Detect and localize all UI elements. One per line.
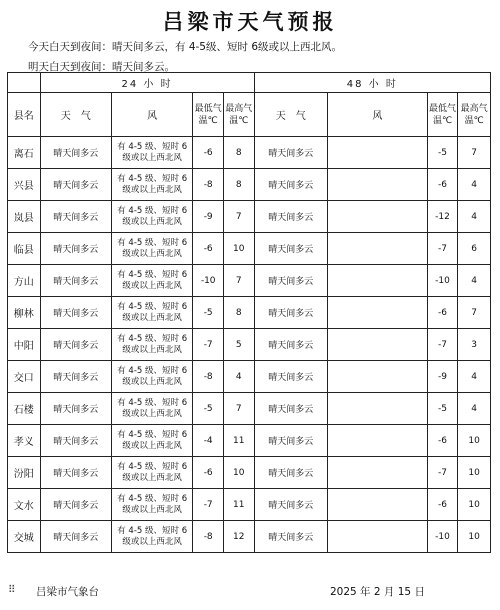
county-name: 岚县 <box>8 201 41 233</box>
min-temp-48h: -12 <box>427 201 458 233</box>
weather-48h: 晴天间多云 <box>254 265 327 297</box>
max-temp-48h: 7 <box>458 297 491 329</box>
max-temp-48h: 10 <box>458 521 491 553</box>
table-row <box>8 169 491 201</box>
weather-48h: 晴天间多云 <box>254 361 327 393</box>
min-temp-24h: -4 <box>193 425 224 457</box>
wind-24h: 有 4-5 级、短时 6 级或以上西北风 <box>111 169 193 201</box>
group-header-24h: 24 小 时 <box>40 73 254 93</box>
wind-24h: 有 4-5 级、短时 6 级或以上西北风 <box>111 233 193 265</box>
max-temp-48h: 10 <box>458 489 491 521</box>
header-min-temp-24h: 最低气温℃ <box>193 93 224 137</box>
forecast-table <box>7 72 491 553</box>
weather-24h: 晴天间多云 <box>40 457 111 489</box>
wind-48h <box>327 169 427 201</box>
min-temp-24h: -8 <box>193 521 224 553</box>
max-temp-48h: 4 <box>458 201 491 233</box>
wind-48h <box>327 457 427 489</box>
max-temp-24h: 8 <box>223 169 254 201</box>
county-name: 石楼 <box>8 393 41 425</box>
header-weather-48h: 天 气 <box>254 93 327 137</box>
min-temp-24h: -7 <box>193 329 224 361</box>
min-temp-24h: -9 <box>193 201 224 233</box>
corner-cell <box>8 73 41 93</box>
summary-today: 今天白天到夜间：晴天间多云，有 4-5级、短时 6级或以上西北风。 <box>28 41 343 53</box>
max-temp-24h: 11 <box>223 489 254 521</box>
table-row <box>8 265 491 297</box>
table-row <box>8 297 491 329</box>
max-temp-48h: 4 <box>458 361 491 393</box>
max-temp-48h: 4 <box>458 393 491 425</box>
table-row <box>8 201 491 233</box>
wind-24h: 有 4-5 级、短时 6 级或以上西北风 <box>111 297 193 329</box>
weather-24h: 晴天间多云 <box>40 361 111 393</box>
county-name: 文水 <box>8 489 41 521</box>
min-temp-24h: -7 <box>193 489 224 521</box>
wind-48h <box>327 137 427 169</box>
county-name: 孝义 <box>8 425 41 457</box>
wind-48h <box>327 489 427 521</box>
max-temp-24h: 8 <box>223 297 254 329</box>
wind-24h: 有 4-5 级、短时 6 级或以上西北风 <box>111 489 193 521</box>
max-temp-24h: 5 <box>223 329 254 361</box>
county-name: 兴县 <box>8 169 41 201</box>
wind-24h: 有 4-5 级、短时 6 级或以上西北风 <box>111 457 193 489</box>
header-weather-24h: 天 气 <box>40 93 111 137</box>
wind-48h <box>327 393 427 425</box>
header-min-temp-48h: 最低气温℃ <box>427 93 458 137</box>
weather-24h: 晴天间多云 <box>40 297 111 329</box>
wind-48h <box>327 521 427 553</box>
wind-24h: 有 4-5 级、短时 6 级或以上西北风 <box>111 393 193 425</box>
weather-48h: 晴天间多云 <box>254 329 327 361</box>
max-temp-24h: 8 <box>223 137 254 169</box>
table-row <box>8 425 491 457</box>
weather-24h: 晴天间多云 <box>40 265 111 297</box>
header-county: 县名 <box>8 93 41 137</box>
min-temp-48h: -5 <box>427 393 458 425</box>
max-temp-48h: 7 <box>458 137 491 169</box>
max-temp-24h: 11 <box>223 425 254 457</box>
max-temp-24h: 7 <box>223 393 254 425</box>
table-row <box>8 233 491 265</box>
weather-24h: 晴天间多云 <box>40 201 111 233</box>
min-temp-24h: -8 <box>193 169 224 201</box>
county-name: 离石 <box>8 137 41 169</box>
header-max-temp-48h: 最高气温℃ <box>458 93 491 137</box>
wind-48h <box>327 329 427 361</box>
table-row <box>8 329 491 361</box>
weather-24h: 晴天间多云 <box>40 233 111 265</box>
weather-48h: 晴天间多云 <box>254 137 327 169</box>
weather-48h: 晴天间多云 <box>254 201 327 233</box>
wind-24h: 有 4-5 级、短时 6 级或以上西北风 <box>111 521 193 553</box>
table-row <box>8 489 491 521</box>
group-header-48h: 48 小 时 <box>254 73 490 93</box>
wind-24h: 有 4-5 级、短时 6 级或以上西北风 <box>111 137 193 169</box>
min-temp-48h: -5 <box>427 137 458 169</box>
weather-48h: 晴天间多云 <box>254 233 327 265</box>
weather-24h: 晴天间多云 <box>40 521 111 553</box>
footer-organization: 吕梁市气象台 <box>36 586 99 598</box>
min-temp-48h: -7 <box>427 329 458 361</box>
county-name: 柳林 <box>8 297 41 329</box>
county-name: 交城 <box>8 521 41 553</box>
max-temp-48h: 4 <box>458 169 491 201</box>
header-wind-48h: 风 <box>327 93 427 137</box>
max-temp-24h: 10 <box>223 457 254 489</box>
footer-dots-icon: ⠿ <box>8 584 16 596</box>
header-max-temp-24h: 最高气温℃ <box>223 93 254 137</box>
min-temp-48h: -6 <box>427 297 458 329</box>
max-temp-48h: 3 <box>458 329 491 361</box>
min-temp-48h: -7 <box>427 457 458 489</box>
max-temp-24h: 7 <box>223 201 254 233</box>
wind-24h: 有 4-5 级、短时 6 级或以上西北风 <box>111 329 193 361</box>
min-temp-48h: -10 <box>427 521 458 553</box>
wind-48h <box>327 297 427 329</box>
weather-48h: 晴天间多云 <box>254 425 327 457</box>
county-name: 方山 <box>8 265 41 297</box>
max-temp-48h: 4 <box>458 265 491 297</box>
min-temp-24h: -6 <box>193 233 224 265</box>
wind-48h <box>327 265 427 297</box>
min-temp-48h: -6 <box>427 489 458 521</box>
weather-24h: 晴天间多云 <box>40 169 111 201</box>
min-temp-24h: -6 <box>193 137 224 169</box>
wind-48h <box>327 425 427 457</box>
table-row <box>8 137 491 169</box>
county-name: 汾阳 <box>8 457 41 489</box>
wind-24h: 有 4-5 级、短时 6 级或以上西北风 <box>111 361 193 393</box>
min-temp-24h: -5 <box>193 393 224 425</box>
min-temp-24h: -10 <box>193 265 224 297</box>
weather-24h: 晴天间多云 <box>40 393 111 425</box>
weather-48h: 晴天间多云 <box>254 297 327 329</box>
max-temp-24h: 4 <box>223 361 254 393</box>
min-temp-48h: -6 <box>427 169 458 201</box>
weather-48h: 晴天间多云 <box>254 489 327 521</box>
max-temp-24h: 10 <box>223 233 254 265</box>
min-temp-48h: -10 <box>427 265 458 297</box>
footer-date: 2025 年 2 月 15 日 <box>330 586 425 598</box>
wind-24h: 有 4-5 级、短时 6 级或以上西北风 <box>111 425 193 457</box>
wind-48h <box>327 233 427 265</box>
wind-24h: 有 4-5 级、短时 6 级或以上西北风 <box>111 201 193 233</box>
max-temp-48h: 10 <box>458 457 491 489</box>
max-temp-24h: 7 <box>223 265 254 297</box>
weather-24h: 晴天间多云 <box>40 489 111 521</box>
max-temp-48h: 10 <box>458 425 491 457</box>
table-row <box>8 361 491 393</box>
county-name: 中阳 <box>8 329 41 361</box>
min-temp-24h: -6 <box>193 457 224 489</box>
weather-48h: 晴天间多云 <box>254 393 327 425</box>
weather-24h: 晴天间多云 <box>40 329 111 361</box>
min-temp-48h: -7 <box>427 233 458 265</box>
weather-24h: 晴天间多云 <box>40 137 111 169</box>
min-temp-48h: -9 <box>427 361 458 393</box>
page-title: 吕梁市天气预报 <box>162 10 338 34</box>
table-row <box>8 457 491 489</box>
county-name: 交口 <box>8 361 41 393</box>
max-temp-24h: 12 <box>223 521 254 553</box>
summary-tomorrow: 明天白天到夜间：晴天间多云。 <box>28 61 175 73</box>
min-temp-24h: -5 <box>193 297 224 329</box>
table-row <box>8 393 491 425</box>
weather-24h: 晴天间多云 <box>40 425 111 457</box>
wind-48h <box>327 201 427 233</box>
header-wind-24h: 风 <box>111 93 193 137</box>
max-temp-48h: 6 <box>458 233 491 265</box>
table-row <box>8 521 491 553</box>
county-name: 临县 <box>8 233 41 265</box>
wind-48h <box>327 361 427 393</box>
weather-48h: 晴天间多云 <box>254 169 327 201</box>
weather-48h: 晴天间多云 <box>254 457 327 489</box>
min-temp-24h: -8 <box>193 361 224 393</box>
min-temp-48h: -6 <box>427 425 458 457</box>
weather-48h: 晴天间多云 <box>254 521 327 553</box>
wind-24h: 有 4-5 级、短时 6 级或以上西北风 <box>111 265 193 297</box>
